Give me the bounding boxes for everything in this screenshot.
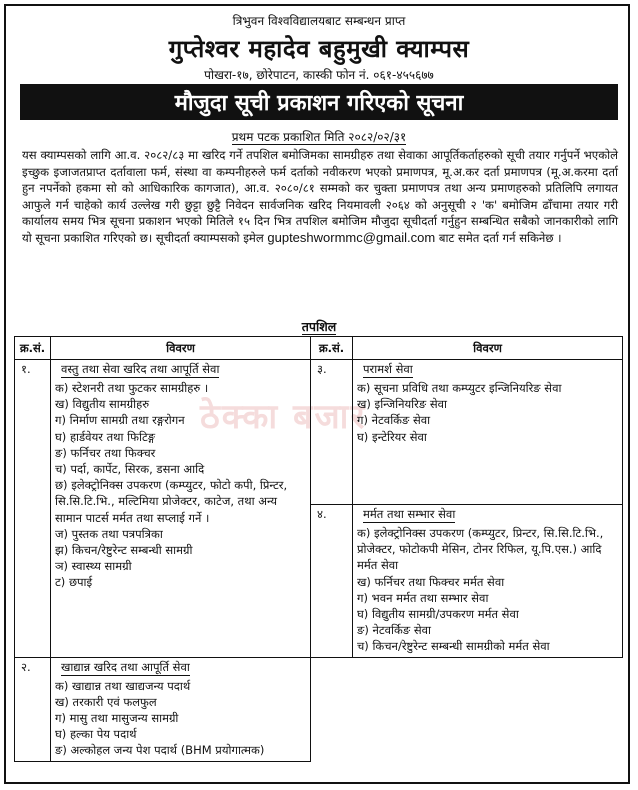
list-item: ख) इन्जिनियरिङ सेवा <box>357 397 447 412</box>
list-item: ख) तरकारी एवं फलफुल <box>55 694 157 709</box>
category-cell <box>353 360 623 505</box>
list-item: ग) भवन मर्मत तथा सम्भार सेवा <box>357 590 489 605</box>
category-cell <box>51 657 311 761</box>
notice-banner: मौजुदा सूची प्रकाशन गरिएको सूचना <box>20 84 618 120</box>
category-title: खाद्यान्न खरिद तथा आपूर्ति सेवा <box>61 659 190 674</box>
items-table <box>14 336 623 762</box>
list-item: ङ) फर्निचर तथा फिक्चर <box>55 445 156 460</box>
campus-address: पोखरा-१७, छोरेपाटन, कास्की फोन नं. ०६१-४५५६७७ <box>204 68 434 82</box>
row-sn: ४. <box>311 505 353 658</box>
header-sn-right: क्र.सं. <box>311 337 353 360</box>
list-item: घ) हल्का पेय पदार्थ <box>55 727 137 742</box>
notice-body: यस क्याम्पसको लागि आ.व. २०८२/८३ मा खरिद गर्ने तपशिल बमोजिमका सामग्रीहरु तथा सेवाका आपूर्तिकर्ताहरुको सूची तयार गर्नुपर्ने भएकोले इच्छुक इजाजतप्राप्त दर्तावाला फर्म, संस्था वा कम्पनीहरुले फर्म दर्ताको नवीकरण भएको प्रमाणपत्र, मू.अ.कर दर्ता प्रमाणपत्र (मू.अ.करमा दर्ता हुन नपर्नेको हकमा सो को आधिकारिक कागजात), आ.व. २०८०/८१ सम्मको कर चुक्ता प्रमाणपत्र तथा अन्य प्रमाणहरुको प्रतिलिपि लगायत आफुले गर्न चाहेको कार्य उल्लेख गरी छुट्टा छुट्टै निवेदन सार्वजनिक खरिद नियमावली २०६४ को अनुसूची २ 'क' बमोजिम ढाँचामा तयार गरी कार्यालय समय भित्र सूचना प्रकाशन भएको मितिले १५ दिन भित्र तपशिल बमोजिम मौजुदा सूचीदर्ता गर्नुहुन सम्बन्धित सबैको जानकारीको लागि यो सूचना प्रकाशित गरिएको छ। सूचीदर्ता क्याम्पसको इमेल <box>22 148 618 245</box>
list-item: ट) छपाई <box>55 575 93 590</box>
list-item: च) किचन/रेष्टुरेन्ट सम्बन्धी सामग्रीको मर्मत सेवा <box>357 639 550 654</box>
list-item: च) पर्दा, कार्पेट, सिरक, डसना आदि <box>55 462 205 477</box>
category-cell <box>353 505 623 658</box>
list-item: घ) इन्टेरियर सेवा <box>357 429 427 444</box>
list-item: क) खाद्यान्न तथा खाद्यजन्य पदार्थ <box>55 678 191 693</box>
row-sn: ३. <box>311 360 353 505</box>
list-item: ङ) नेटवर्किङ सेवा <box>357 623 431 638</box>
category-title: वस्तु तथा सेवा खरिद तथा आपूर्ति सेवा <box>61 362 220 376</box>
campus-name: गुप्तेश्वर महादेव बहुमुखी क्याम्पस <box>168 35 470 63</box>
header-sn-left: क्र.सं. <box>15 337 51 360</box>
list-item: क) सूचना प्रविधि तथा कम्प्युटर इन्जिनियरिङ सेवा <box>357 381 562 395</box>
list-item: क) इलेक्ट्रोनिक्स उपकरण (कम्प्युटर, प्रिन्टर, सि.सि.टि.भि., प्रोजेक्टर, फोटोकपी मेसिन, टोनर रिफिल, यू.पि.एस.) आदि मर्मत सेवा <box>357 526 604 573</box>
table-row <box>15 360 623 505</box>
notice-closing: बाट समेत दर्ता गर्न सकिनेछ । <box>438 230 562 245</box>
empty-area <box>311 657 623 761</box>
table-title: तपशिल <box>301 319 337 334</box>
notice-paragraph <box>22 147 618 247</box>
list-item: घ) हार्डवेयर तथा फिटिङ्ग <box>55 429 156 444</box>
watermark-logo: ठेक्का बजार <box>200 397 367 437</box>
header-desc-left: विवरण <box>51 337 311 360</box>
row-sn: २. <box>15 657 51 761</box>
list-item: ग) निर्माण सामग्री तथा रङ्गरोगन <box>55 413 185 428</box>
list-item: ख) विद्युतीय सामग्रीहरु <box>55 397 150 412</box>
category-cell <box>51 360 311 658</box>
category-title: मर्मत तथा सम्भार सेवा <box>363 507 456 521</box>
list-item: क) स्टेशनरी तथा फुटकर सामग्रीहरु । <box>55 381 209 395</box>
list-item: ङ) अल्कोहल जन्य पेश पदार्थ (BHM प्रयोगात्मक) <box>55 743 265 758</box>
list-item: घ) विद्युतीय सामग्री/उपकरण मर्मत सेवा <box>357 607 519 622</box>
list-item: ञ) स्वास्थ्य सामग्री <box>55 559 132 574</box>
publication-date: प्रथम पटक प्रकाशित मिति २०८२/०२/३१ <box>231 130 407 144</box>
list-item: ज) पुस्तक तथा पत्रपत्रिका <box>55 526 163 541</box>
row-sn: १. <box>15 360 51 658</box>
table-row <box>15 657 623 761</box>
header-desc-right: विवरण <box>353 337 623 360</box>
list-item: ख) फर्निचर तथा फिक्चर मर्मत सेवा <box>357 574 505 589</box>
list-item: छ) इलेक्ट्रोनिक्स उपकरण (कम्प्युटर, फोटो कपी, प्रिन्टर, सि.सि.टि.भि., मल्टिमिया प्रोजेक्टर, काटेज, तथा अन्य सामान पाटर्स मर्मत तथा सप्लाई गर्ने । <box>55 478 288 525</box>
table-header-row <box>15 337 623 360</box>
email-link[interactable]: gupteshwormmc@gmail.com <box>267 229 436 245</box>
list-item: ग) नेटवर्किङ सेवा <box>357 413 431 428</box>
affiliation-line: त्रिभुवन विश्वविद्यालयबाट सम्बन्धन प्राप्त <box>232 14 406 28</box>
list-item: ग) मासु तथा मासुजन्य सामग्री <box>55 711 179 726</box>
list-item: झ) किचन/रेष्टुरेन्ट सम्बन्धी सामग्री <box>55 543 193 558</box>
category-title: परामर्श सेवा <box>363 362 413 376</box>
